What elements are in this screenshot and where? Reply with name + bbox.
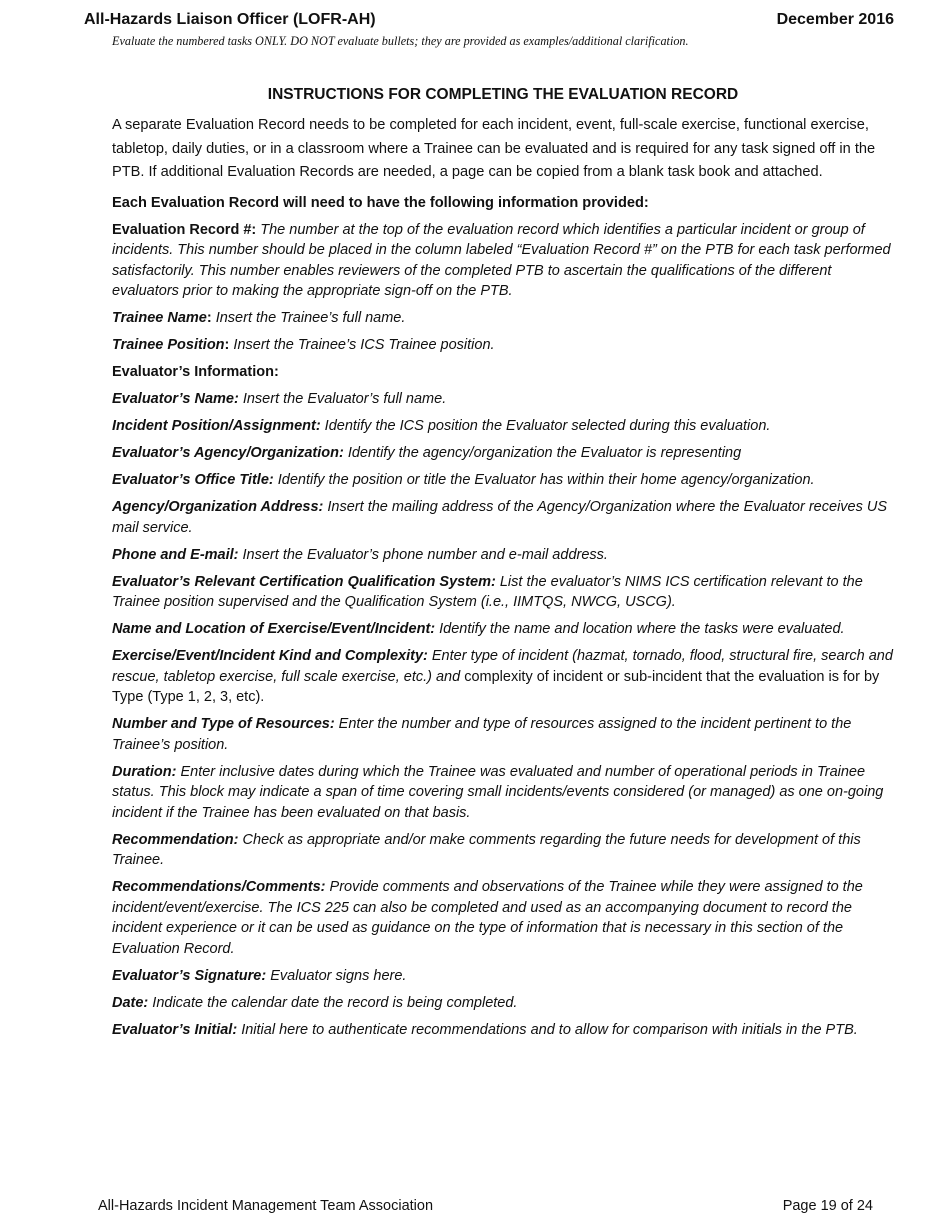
field-agency-address [112, 497, 894, 538]
field-agency-organization [112, 443, 894, 464]
field-phone-email [112, 545, 894, 566]
section-title: INSTRUCTIONS FOR COMPLETING THE EVALUATION RECORD [267, 86, 739, 103]
field-description: Enter type of incident (hazmat, tornado, flood, structural fire, search and rescue, tabletop exercise, full scale exercise, etc.) and [112, 648, 893, 685]
field-label: Duration: [112, 763, 177, 780]
field-description: Insert the mailing address of the Agency/Organization where the Evaluator receives US mail service. [112, 499, 888, 536]
field-description: Insert the Evaluator’s full name. [238, 391, 447, 407]
field-label: Evaluator’s Relevant Certification Qualification System: [112, 573, 496, 590]
instructions-body [112, 114, 894, 1047]
field-description: Identify the position or title the Evaluator has within their home agency/organization. [273, 472, 815, 488]
field-label: Evaluator’s Agency/Organization: [112, 445, 344, 461]
field-label: Evaluator’s Initial: [112, 1021, 238, 1038]
field-label: Evaluator’s Signature: [112, 967, 267, 984]
field-label: Recommendation: [112, 831, 239, 848]
field-duration [112, 762, 894, 824]
intro-paragraph: A separate Evaluation Record needs to be completed for each incident, event, full-scale exercise, functional exercise, tabletop, daily duties, or in a classroom where a Trainee can be evaluated and is required for any task signed off in the PTB. If additional Evaluation Records are needed, a page can be copied from a blank task book and attached. [112, 117, 876, 180]
field-trainee-name [112, 308, 894, 329]
field-evaluator-name [112, 389, 894, 410]
field-label: Date: [112, 994, 149, 1011]
field-office-title [112, 470, 894, 491]
field-label: Evaluator’s Name: [112, 391, 239, 407]
header-title: All-Hazards Liaison Officer (LOFR-AH) [84, 11, 376, 28]
field-label: Agency/Organization Address: [112, 499, 324, 515]
field-incident-position [112, 416, 894, 437]
field-description: Enter the number and type of resources assigned to the incident pertinent to the Trainee’s position. [112, 716, 852, 753]
field-label: Trainee Name [112, 310, 207, 326]
field-certification [112, 572, 894, 613]
field-label-colon: : [206, 310, 212, 326]
field-date [112, 993, 894, 1014]
field-name-location [112, 619, 894, 640]
footer-organization: All-Hazards Incident Management Team Association [98, 1198, 434, 1214]
field-label: Evaluator’s Office Title: [112, 472, 274, 488]
field-label: Phone and E-mail: [112, 546, 239, 563]
field-evaluator-signature [112, 966, 894, 987]
header-date: December 2016 [776, 11, 894, 28]
field-label: Name and Location of Exercise/Event/Incident: [112, 621, 436, 637]
field-description-upright: complexity of incident or sub-incident that the evaluation is for by Type (Type 1, 2, 3, etc). [112, 668, 880, 705]
field-evaluators-information [112, 362, 894, 383]
field-kind-complexity [112, 646, 894, 708]
field-description: Insert the Evaluator’s phone number and e-mail address. [238, 546, 608, 563]
field-label: Exercise/Event/Incident Kind and Complexity: [112, 648, 428, 664]
field-description: Evaluator signs here. [266, 967, 407, 984]
field-recommendation [112, 830, 894, 871]
field-description: Provide comments and observations of the Trainee while they were assigned to the incident/event/exercise. The ICS 225 can also be completed and used as an accompanying document to record the incident experience or it can be used as guidance on the type of information that is necessary in this section of the Evaluation Record. [112, 879, 863, 957]
field-label: Evaluator’s Information: [112, 364, 279, 380]
field-label-colon: : [224, 337, 230, 353]
field-description: Identify the agency/organization the Evaluator is representing [343, 445, 742, 461]
field-recommendations-comments [112, 877, 894, 959]
field-description: Initial here to authenticate recommendations and to allow for comparison with initials in the PTB. [237, 1021, 858, 1038]
required-info-heading: Each Evaluation Record will need to have the following information provided: [112, 194, 649, 211]
field-label: Trainee Position [112, 337, 225, 353]
field-description: Identify the ICS position the Evaluator selected during this evaluation. [320, 418, 771, 434]
field-label: Evaluation Record #: [112, 221, 257, 238]
field-trainee-position [112, 335, 894, 356]
field-description: Check as appropriate and/or make comments regarding the future needs for development of this Trainee. [112, 831, 861, 868]
field-description: List the evaluator’s NIMS ICS certification relevant to the Trainee position supervised and the Qualification System (i.e., IIMTQS, NWCG, USCG). [112, 573, 863, 610]
field-description: Identify the name and location where the tasks were evaluated. [435, 621, 845, 637]
field-description: Enter inclusive dates during which the Trainee was evaluated and number of operational periods in Trainee status. This block may indicate a span of time covering small incidents/events considered (or managed) as one on-going incident if the Trainee has been evaluated on that basis. [112, 763, 884, 821]
field-description: Indicate the calendar date the record is being completed. [148, 994, 518, 1011]
field-label: Number and Type of Resources: [112, 716, 335, 732]
field-resources [112, 714, 894, 755]
field-label: Incident Position/Assignment: [112, 418, 321, 434]
field-description: The number at the top of the evaluation record which identifies a particular incident or group of incidents. This number should be placed in the column labeled “Evaluation Record #” on the PTB for each task performed satisfactorily. This number enables reviewers of the completed PTB to ascertain the qualifications of the different evaluators prior to making the appropriate sign-off on the PTB. [112, 221, 891, 299]
field-evaluator-initial [112, 1020, 894, 1041]
field-evaluation-record-number [112, 220, 894, 302]
field-description: Insert the Trainee’s full name. [211, 310, 406, 326]
field-description: Insert the Trainee’s ICS Trainee position. [229, 337, 495, 353]
evaluation-note: Evaluate the numbered tasks ONLY. DO NOT evaluate bullets; they are provided as examples/additional clarification. [112, 34, 689, 48]
page-number: Page 19 of 24 [782, 1198, 873, 1214]
field-label: Recommendations/Comments: [112, 879, 326, 895]
